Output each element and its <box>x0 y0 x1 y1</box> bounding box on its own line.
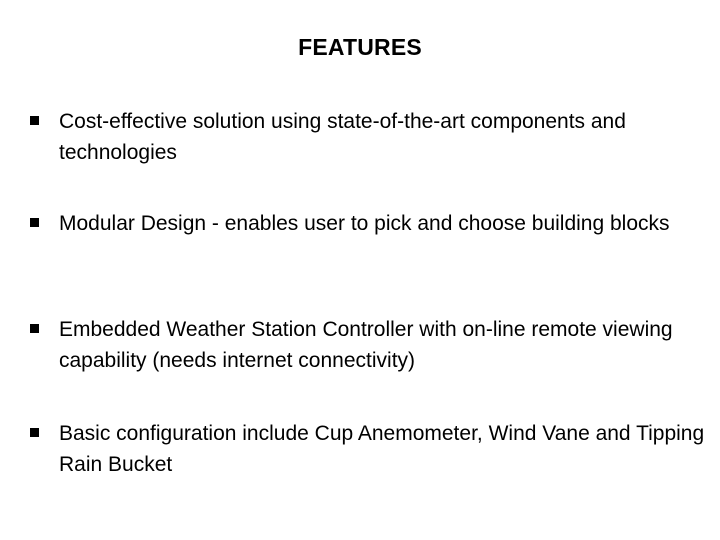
bullet-text: Cost-effective solution using state-of-the-art components and technologies <box>59 110 626 164</box>
square-bullet-icon <box>30 218 39 227</box>
slide-title: FEATURES <box>298 34 422 60</box>
square-bullet-icon <box>30 428 39 437</box>
bullet-item <box>30 418 710 480</box>
bullet-item <box>30 314 710 376</box>
bullet-text: Modular Design - enables user to pick and choose building blocks <box>59 212 670 235</box>
bullet-item <box>30 208 710 239</box>
bullet-text: Embedded Weather Station Controller with on-line remote viewing capability (needs internet connectivity) <box>59 318 673 372</box>
bullet-item <box>30 106 710 168</box>
square-bullet-icon <box>30 116 39 125</box>
bullet-text: Basic configuration include Cup Anemometer, Wind Vane and Tipping Rain Bucket <box>59 422 705 476</box>
square-bullet-icon <box>30 324 39 333</box>
